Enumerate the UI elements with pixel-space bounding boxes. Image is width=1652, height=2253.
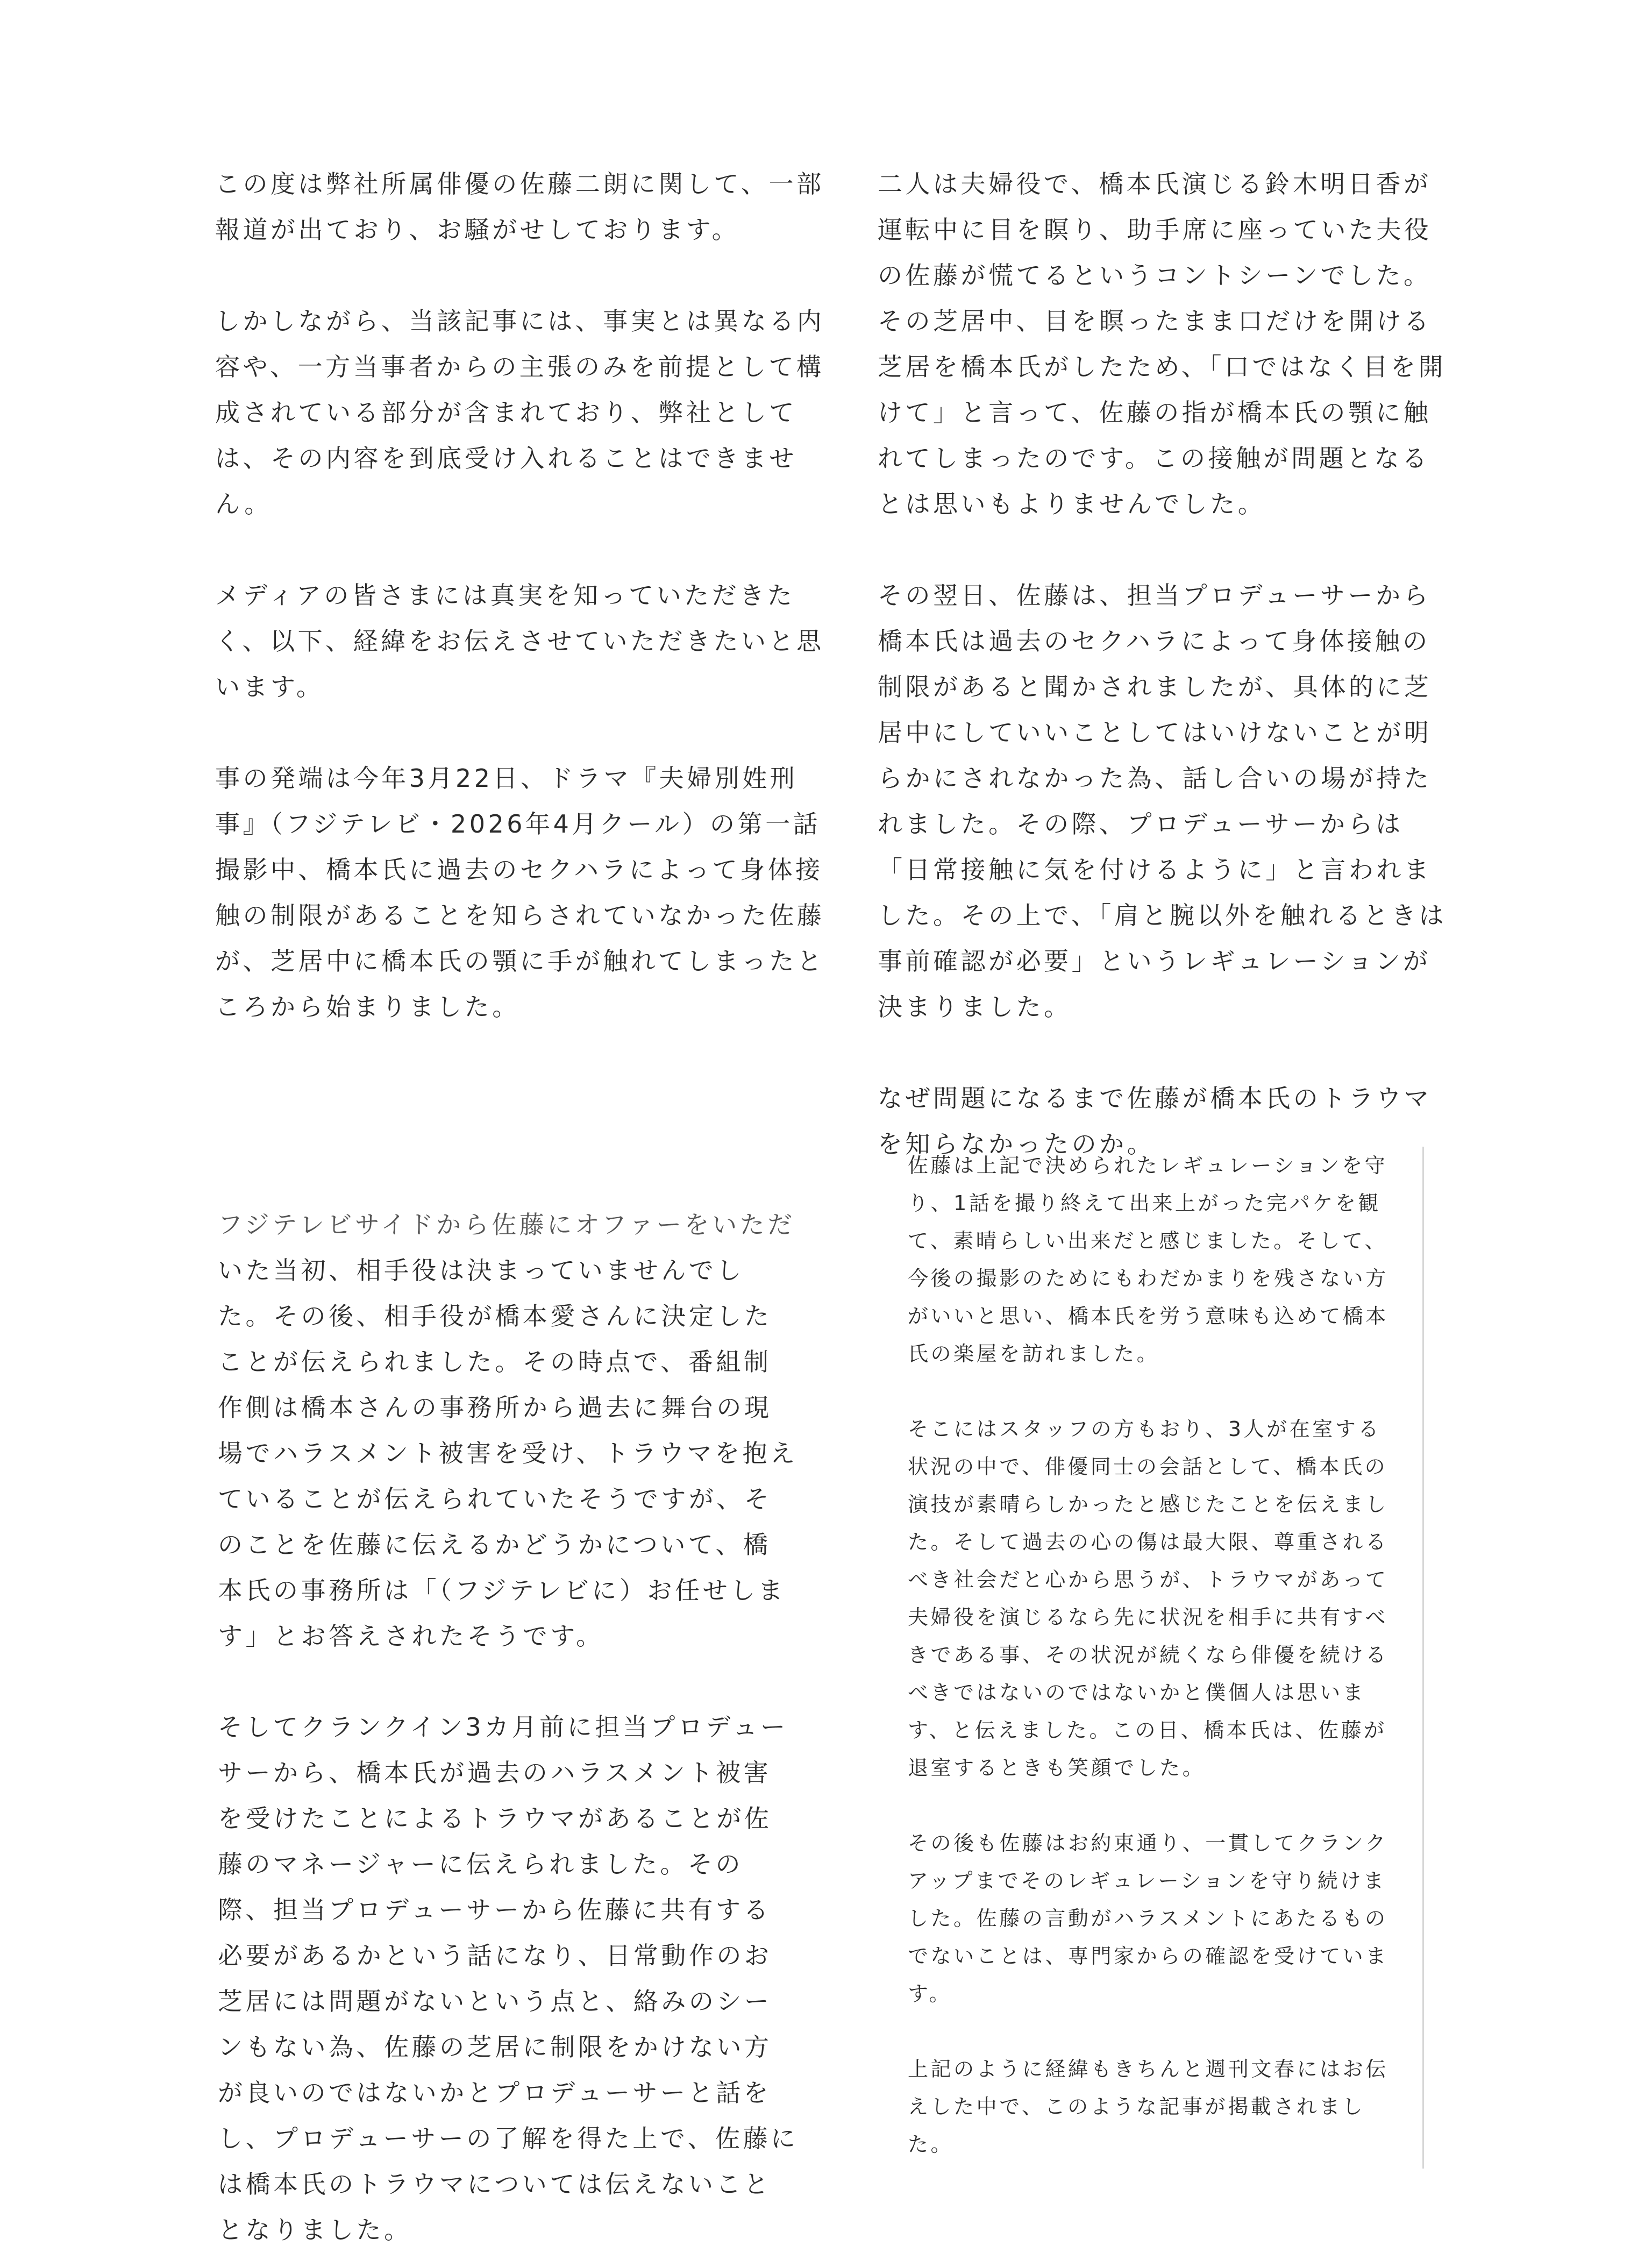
- background-paragraph-1-rest: いた当初、相手役は決まっていませんでした。その後、相手役が橋本愛さんに決定したことが伝えられました。その時点で、番組制作側は橋本さんの事務所から過去に舞台の現場でハラスメント被害を受け、トラウマを抱えていることが伝えられていたそうですが、そのことを佐藤に伝えるかどうかについて、橋本氏の事務所は「（フジテレビに）お任せします」とお答えされたそうです。: [218, 1256, 798, 1651]
- background-paragraph-1-lead: フジテレビサイドから佐藤にオファーをいただ: [218, 1210, 795, 1239]
- statement-paragraph-2: しかしながら、当該記事には、事実とは異なる内容や、一方当事者からの主張のみを前提として構成されている部分が含まれており、弊社としては、その内容を到底受け入れることはできません。: [215, 307, 825, 518]
- note-paragraph-3: その後も佐藤はお約束通り、一貫してクランクアップまでそのレギュレーションを守り続けました。佐藤の言動がハラスメントにあたるものでないことは、専門家からの確認を受けています。: [908, 1831, 1388, 2006]
- scene-paragraph-2: その翌日、佐藤は、担当プロデューサーから橋本氏は過去のセクハラによって身体接触の制限があると聞かされましたが、具体的に芝居中にしていいことしてはいけないことが明らかにされなかった為、話し合いの場が持たれました。その際、プロデューサーからは「日常接触に気を付けるように」と言われました。その上で、「肩と腕以外を触れるときは事前確認が必要」というレギュレーションが決まりました。: [878, 581, 1447, 1021]
- scene-paragraph-1: 二人は夫婦役で、橋本氏演じる鈴木明日香が運転中に目を瞑り、助手席に座っていた夫役の佐藤が慌てるというコントシーンでした。その芝居中、目を瞑ったまま口だけを開ける芝居を橋本氏がしたため、「口ではなく目を開けて」と言って、佐藤の指が橋本氏の顎に触れてしまったのです。この接触が問題となるとは思いもよりませんでした。: [878, 169, 1447, 518]
- note-paragraph-4: 上記のように経緯もきちんと週刊文春にはお伝えした中で、このような記事が掲載されました。: [908, 2057, 1388, 2156]
- statement-column-left-bottom: [218, 1202, 799, 2253]
- background-paragraph-2: そしてクランクイン3カ月前に担当プロデューサーから、橋本氏が過去のハラスメント被害を受けたことによるトラウマがあることが佐藤のマネージャーに伝えられました。その際、担当プロデューサーから佐藤に共有する必要があるかという話になり、日常動作のお芝居には問題がないという点と、絡みのシーンもない為、佐藤の芝居に制限をかけない方が良いのではないかとプロデューサーと話をし、プロデューサーの了解を得た上で、佐藤には橋本氏のトラウマについては伝えないこととなりました。: [218, 1712, 799, 2244]
- statement-column-right-note: [886, 1147, 1424, 2169]
- note-paragraph-1: 佐藤は上記で決められたレギュレーションを守り、1話を撮り終えて出来上がった完パケを観て、素晴らしい出来だと感じました。そして、今後の撮影のためにもわだかまりを残さない方がいいと思い、橋本氏を労う意味も込めて橋本氏の楽屋を訪れました。: [908, 1154, 1388, 1366]
- background-paragraph-1: [218, 1202, 799, 1659]
- statement-column-left-top: [215, 161, 828, 1030]
- note-paragraph-2: そこにはスタッフの方もおり、3人が在室する状況の中で、俳優同士の会話として、橋本氏の演技が素晴らしかったと感じたことを伝えました。そして過去の心の傷は最大限、尊重されるべき社会だと心から思うが、トラウマがあって夫婦役を演じるなら先に状況を相手に共有すべきである事、その状況が続くなら俳優を続けるべきではないのではないかと僕個人は思います、と伝えました。この日、橋本氏は、佐藤が退室するときも笑顔でした。: [908, 1417, 1388, 1780]
- scene-paragraph-3: なぜ問題になるまで佐藤が橋本氏のトラウマを知らなかったのか。: [878, 1084, 1432, 1159]
- statement-paragraph-1: この度は弊社所属俳優の佐藤二朗に関して、一部報道が出ており、お騒がせしております。: [215, 169, 824, 244]
- statement-column-right-top: [878, 161, 1453, 1167]
- statement-paragraph-4: 事の発端は今年3月22日、ドラマ『夫婦別姓刑事』（フジテレビ・2026年4月クール）の第一話撮影中、橋本氏に過去のセクハラによって身体接触の制限があることを知らされていなかった佐藤が、芝居中に橋本氏の顎に手が触れてしまったところから始まりました。: [215, 764, 825, 1021]
- statement-paragraph-3: メディアの皆さまには真実を知っていただきたく、以下、経緯をお伝えさせていただきたいと思います。: [215, 581, 824, 701]
